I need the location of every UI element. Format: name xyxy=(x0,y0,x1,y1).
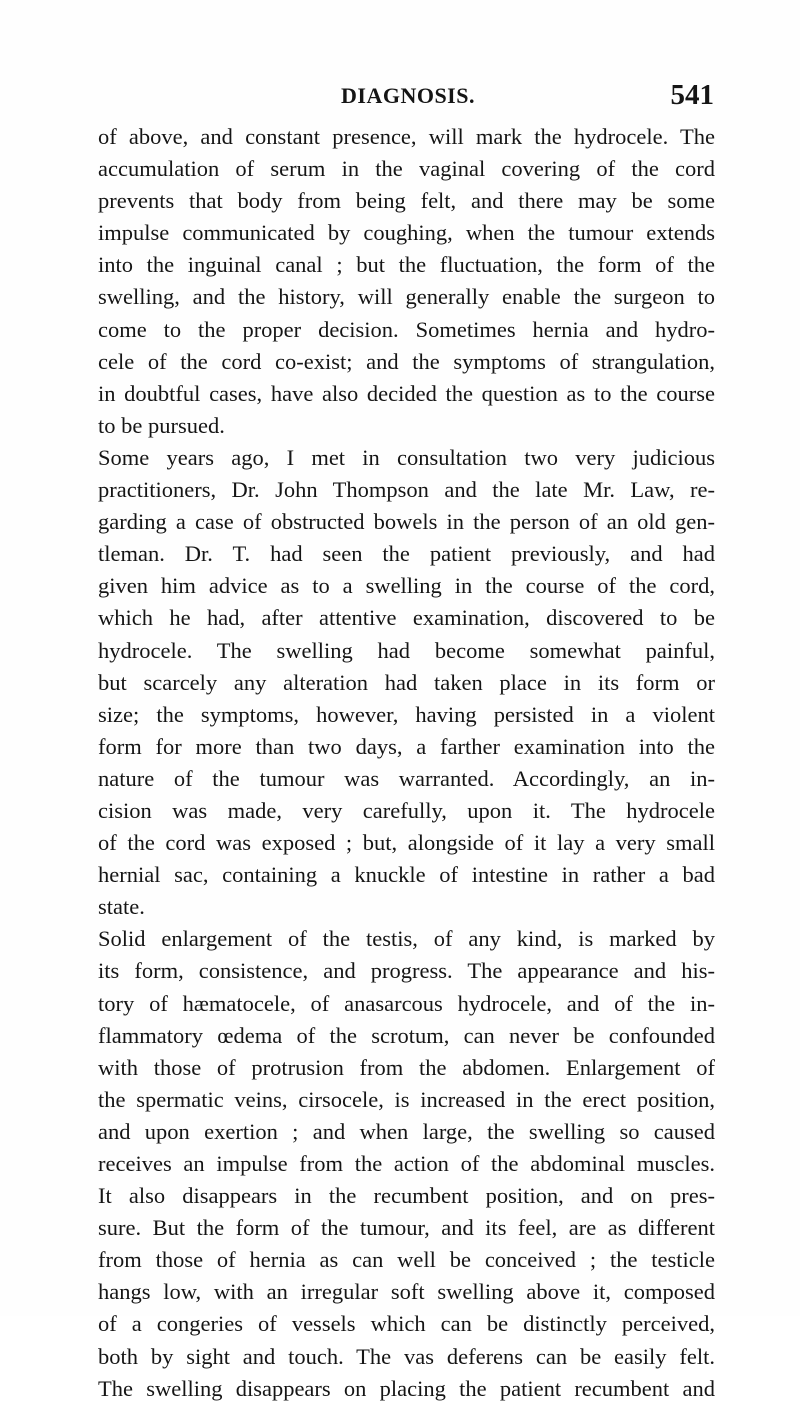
text-line: which he had, after attentive examination, discovered to be xyxy=(98,605,715,631)
text-line: sure. But the form of the tumour, and its feel, are as different xyxy=(98,1215,715,1241)
text-line: hernial sac, containing a knuckle of intestine in rather a bad xyxy=(98,862,715,888)
text-line: and upon exertion ; and when large, the swelling so caused xyxy=(98,1118,715,1144)
running-title: DIAGNOSIS. xyxy=(341,83,475,108)
text-line: prevents that body from being felt, and there may be some xyxy=(98,188,715,214)
text-line: nature of the tumour was warranted. Accordingly, an in- xyxy=(98,765,715,791)
text-line: of above, and constant presence, will mark the hydrocele. The xyxy=(98,124,715,149)
text-line: state. xyxy=(98,894,145,920)
text-line: into the inguinal canal ; but the fluctuation, the form of the xyxy=(98,252,715,278)
text-line: size; the symptoms, however, having persisted in a violent xyxy=(98,701,715,727)
text-line: Some years ago, I met in consultation two very judicious xyxy=(98,444,715,470)
text-line: given him advice as to a swelling in the course of the cord, xyxy=(98,573,715,599)
running-head xyxy=(100,77,714,117)
text-line: both by sight and touch. The vas deferens can be easily felt. xyxy=(98,1343,715,1369)
text-line: It also disappears in the recumbent position, and on pres- xyxy=(98,1183,715,1209)
text-line: its form, consistence, and progress. The appearance and his- xyxy=(98,958,715,984)
text-line: in doubtful cases, have also decided the question as to the course xyxy=(98,380,715,406)
text-line: tory of hæmatocele, of anasarcous hydrocele, and of the in- xyxy=(98,990,715,1016)
text-line: cele of the cord co-exist; and the symptoms of strangulation, xyxy=(98,348,715,374)
text-line: Solid enlargement of the testis, of any kind, is marked by xyxy=(98,926,715,952)
text-line: form for more than two days, a farther examination into the xyxy=(98,733,715,759)
text-line: cision was made, very carefully, upon it. The hydrocele xyxy=(98,797,715,823)
text-line: with those of protrusion from the abdomen. Enlargement of xyxy=(98,1054,715,1080)
text-line: flammatory œdema of the scrotum, can never be confounded xyxy=(98,1022,715,1048)
text-line: come to the proper decision. Sometimes hernia and hydro- xyxy=(98,316,715,342)
text-line: swelling, and the history, will generally enable the surgeon to xyxy=(98,284,715,310)
text-line: tleman. Dr. T. had seen the patient previously, and had xyxy=(98,541,715,567)
text-line: but scarcely any alteration had taken place in its form or xyxy=(98,669,715,695)
text-line: hangs low, with an irregular soft swelling above it, composed xyxy=(98,1279,715,1305)
text-line: from those of hernia as can well be conceived ; the testicle xyxy=(98,1247,715,1273)
page-number: 541 xyxy=(670,79,714,111)
text-line: hydrocele. The swelling had become somewhat painful, xyxy=(98,637,715,663)
text-line: to be pursued. xyxy=(98,412,225,438)
text-line: the spermatic veins, cirsocele, is increased in the erect position, xyxy=(98,1086,715,1112)
text-line: impulse communicated by coughing, when the tumour extends xyxy=(98,220,715,246)
text-line: receives an impulse from the action of the abdominal muscles. xyxy=(98,1151,715,1176)
text-line: garding a case of obstructed bowels in the person of an old gen- xyxy=(98,509,715,535)
text-line: The swelling disappears on placing the patient recumbent and xyxy=(98,1375,715,1401)
text-line: practitioners, Dr. John Thompson and the late Mr. Law, re- xyxy=(98,477,715,503)
text-line: of the cord was exposed ; but, alongside of it lay a very small xyxy=(98,830,715,856)
text-line: of a congeries of vessels which can be distinctly perceived, xyxy=(98,1311,715,1337)
text-line: accumulation of serum in the vaginal covering of the cord xyxy=(98,156,715,182)
body-text xyxy=(98,121,715,1405)
